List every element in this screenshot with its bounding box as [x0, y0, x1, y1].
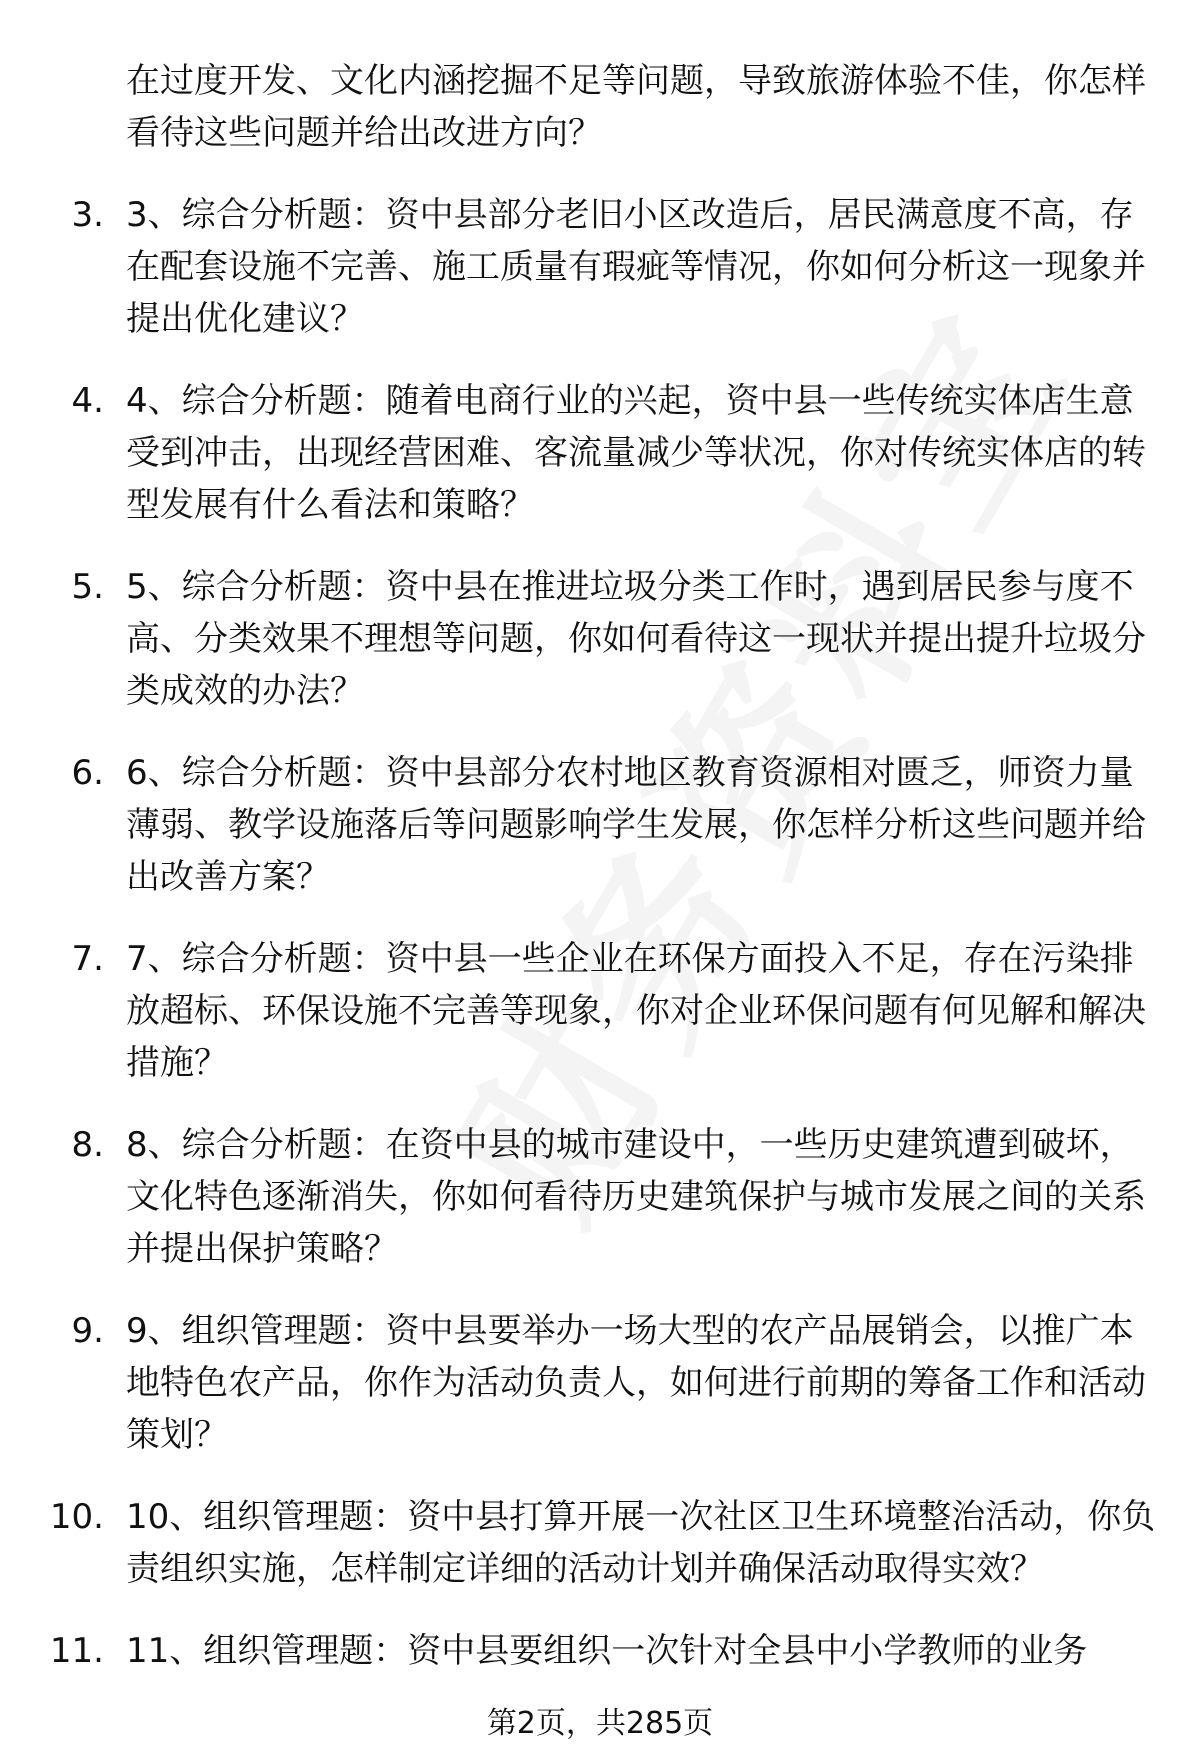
- question-item: [0, 375, 1200, 531]
- question-item: [0, 189, 1200, 345]
- question-number: 5.: [71, 567, 104, 607]
- question-item: [0, 1119, 1200, 1275]
- question-text: 10、组织管理题：资中县打算开展一次社区卫生环境整治活动，你负责组织实施，怎样制定详细的活动计划并确保活动取得实效？: [126, 1497, 1156, 1589]
- question-item: [0, 1305, 1200, 1461]
- question-number: 10.: [49, 1497, 104, 1537]
- question-list: [0, 55, 1200, 1707]
- question-item: [0, 1625, 1200, 1677]
- question-item: [0, 1491, 1200, 1595]
- question-text: 7、综合分析题：资中县一些企业在环保方面投入不足，存在污染排放超标、环保设施不完善等现象，你对企业环保问题有何见解和解决措施？: [126, 939, 1146, 1083]
- question-number: 4.: [71, 381, 104, 421]
- question-item: [0, 747, 1200, 903]
- page-footer: 第2页，共285页: [486, 1706, 714, 1741]
- question-text: 9、组织管理题：资中县要举办一场大型的农产品展销会，以推广本地特色农产品，你作为活动负责人，如何进行前期的筹备工作和活动策划？: [126, 1311, 1146, 1455]
- question-text: 4、综合分析题：随着电商行业的兴起，资中县一些传统实体店生意受到冲击，出现经营困难、客流量减少等状况，你对传统实体店的转型发展有什么看法和策略？: [126, 381, 1146, 525]
- question-item: [0, 933, 1200, 1089]
- question-number: 9.: [71, 1311, 104, 1351]
- continued-question-text: 在过度开发、文化内涵挖掘不足等问题，导致旅游体验不佳，你怎样看待这些问题并给出改进方向？: [126, 61, 1146, 153]
- question-item: [0, 561, 1200, 717]
- question-number: 6.: [71, 753, 104, 793]
- question-text: 11、组织管理题：资中县要组织一次针对全县中小学教师的业务: [126, 1631, 1088, 1671]
- question-text: 5、综合分析题：资中县在推进垃圾分类工作时，遇到居民参与度不高、分类效果不理想等问题，你如何看待这一现状并提出提升垃圾分类成效的办法？: [126, 567, 1146, 711]
- question-text: 3、综合分析题：资中县部分老旧小区改造后，居民满意度不高，存在配套设施不完善、施工质量有瑕疵等情况，你如何分析这一现象并提出优化建议？: [126, 195, 1146, 339]
- question-number: 7.: [71, 939, 104, 979]
- question-number: 3.: [71, 195, 104, 235]
- question-number: 8.: [71, 1125, 104, 1165]
- question-number: 11.: [49, 1631, 104, 1671]
- question-text: 8、综合分析题：在资中县的城市建设中，一些历史建筑遭到破坏，文化特色逐渐消失，你如何看待历史建筑保护与城市发展之间的关系并提出保护策略？: [126, 1125, 1146, 1269]
- question-text: 6、综合分析题：资中县部分农村地区教育资源相对匮乏，师资力量薄弱、教学设施落后等问题影响学生发展，你怎样分析这些问题并给出改善方案？: [126, 753, 1146, 897]
